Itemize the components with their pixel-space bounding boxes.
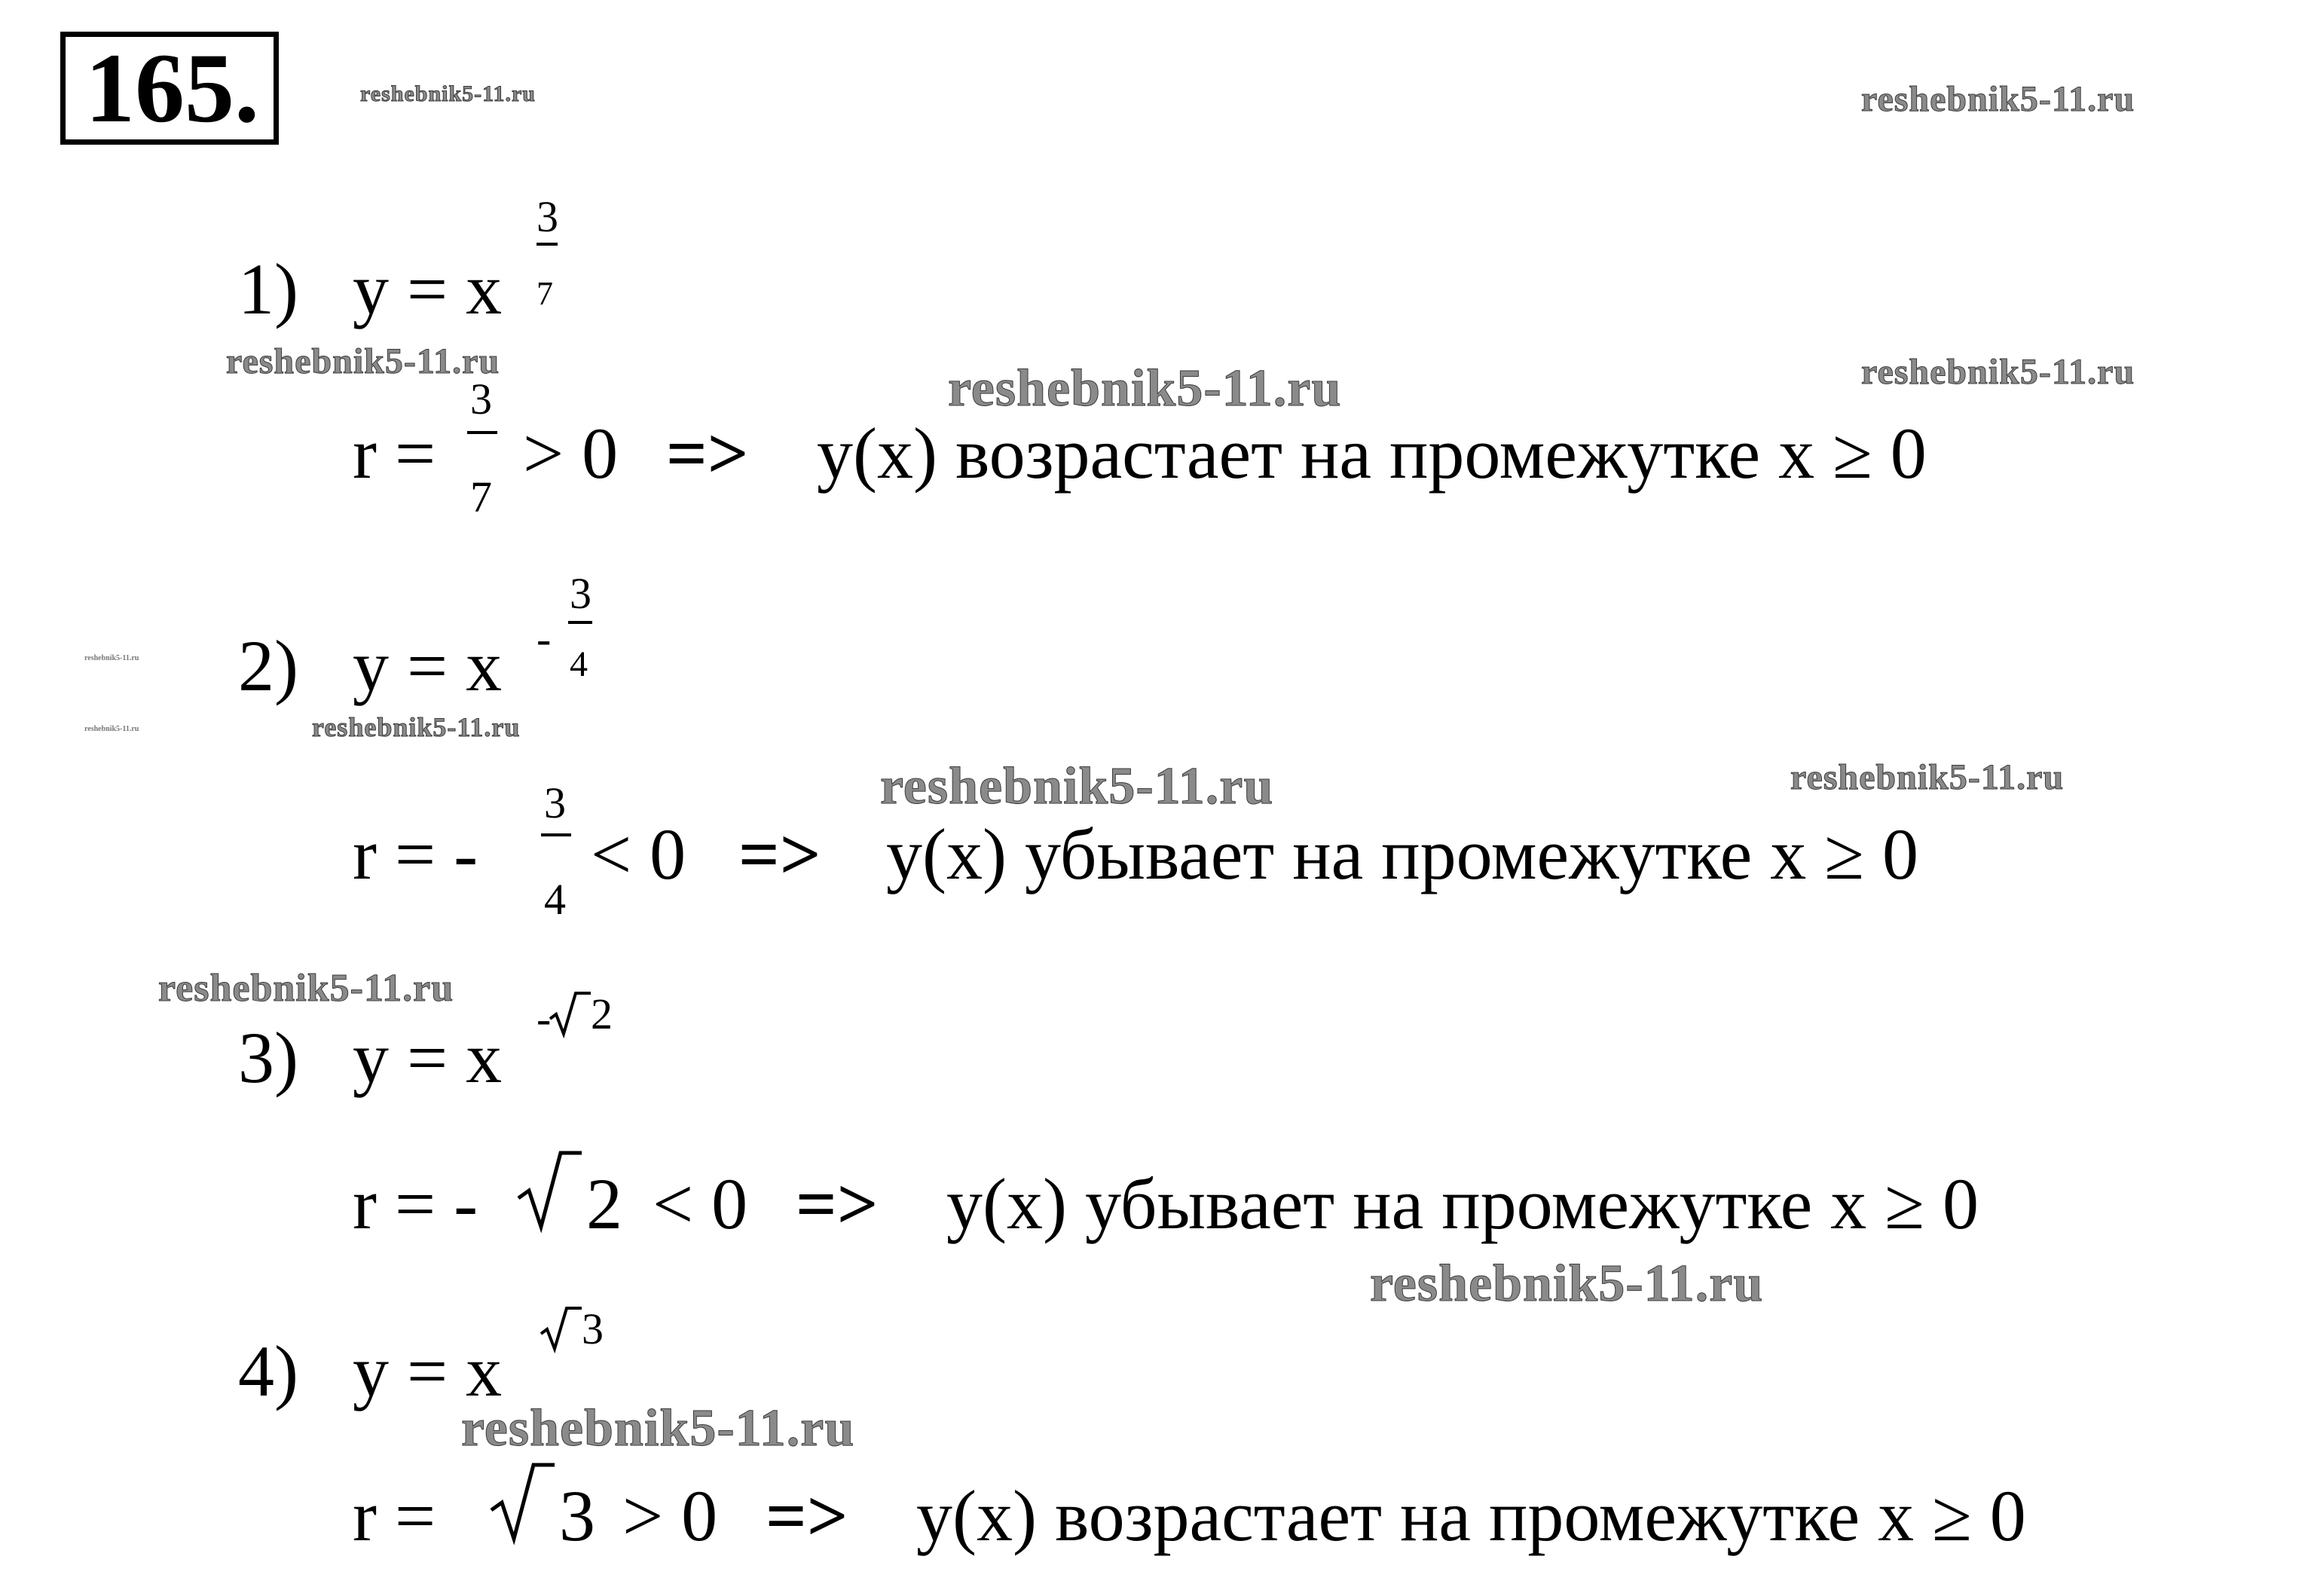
watermark: reshebnik5-11.ru [948,359,1342,417]
item-4-r-radicand: 3 [559,1475,595,1556]
item-1-r-bar [467,431,497,434]
item-3-label: 3) [238,1017,298,1098]
item-4-arrow: => [766,1475,848,1556]
item-3-conclusion: y(x) убывает на промежутке x ≥ 0 [946,1163,1979,1244]
item-4-compare: > 0 [622,1475,718,1556]
item-2-r-bar [541,833,571,836]
watermark: reshebnik5-11.ru [158,967,454,1010]
item-3-exponent-sign: - [536,994,552,1043]
watermark: reshebnik5-11.ru [880,757,1274,815]
item-2-label: 2) [238,625,298,706]
item-1-exponent-numerator: 3 [536,192,558,241]
watermark: reshebnik5-11.ru [226,341,500,381]
item-3-exponent-radical-icon [549,990,591,1038]
item-4-r-radical-icon [490,1460,555,1545]
item-3-arrow: => [796,1163,879,1244]
task-number-dot: . [234,32,259,143]
task-number: 165 [85,32,234,143]
item-3-exponent-radicand: 2 [591,989,613,1038]
watermark: reshebnik5-11.ru [1861,79,2135,119]
item-2-exponent-numerator: 3 [570,569,592,618]
watermark: reshebnik5-11.ru [84,725,139,733]
item-2-r-numerator: 3 [544,778,566,827]
item-2-compare: < 0 [591,814,686,894]
item-2-function: y = x [353,625,503,706]
item-3-compare: < 0 [653,1163,748,1244]
item-1-function: y = x [353,249,503,329]
watermark: reshebnik5-11.ru [312,712,521,742]
item-3-r-radicand: 2 [586,1163,622,1244]
watermark: reshebnik5-11.ru [360,81,536,106]
item-1-exponent-denominator: 7 [536,275,553,312]
item-2-r-denominator: 4 [544,875,566,924]
item-2-exponent-sign: - [536,614,552,663]
item-2-exponent-denominator: 4 [570,644,588,684]
item-1-compare: > 0 [523,413,619,494]
item-2-arrow: => [738,814,821,894]
watermark: reshebnik5-11.ru [1790,757,2065,797]
item-4-r-left: r = [353,1475,436,1556]
watermark: reshebnik5-11.ru [84,654,139,662]
item-4-label: 4) [238,1331,298,1411]
item-3-r-radical-icon [517,1148,582,1233]
item-2-conclusion: y(x) убывает на промежутке x ≥ 0 [886,814,1918,894]
watermark: reshebnik5-11.ru [461,1399,855,1457]
item-1-r-left: r = [353,413,436,494]
item-1-conclusion: y(x) возрастает на промежутке x ≥ 0 [817,413,1927,494]
item-2-r-left: r = - [353,814,478,894]
item-4-function: y = x [353,1331,503,1411]
item-1-r-numerator: 3 [470,375,492,423]
item-1-label: 1) [238,249,298,329]
item-3-r-left: r = - [353,1163,478,1244]
item-1-r-denominator: 7 [470,472,492,521]
item-4-exponent-radicand: 3 [582,1304,604,1353]
item-1-exponent-bar [536,243,558,246]
watermark: reshebnik5-11.ru [1861,352,2135,392]
item-1-arrow: => [666,413,749,494]
item-3-function: y = x [353,1017,503,1098]
item-4-exponent-radical-icon [540,1305,582,1353]
item-4-conclusion: y(x) возрастает на промежутке x ≥ 0 [916,1475,2026,1556]
task-number-box [60,32,279,145]
watermark: reshebnik5-11.ru [1370,1255,1764,1313]
item-2-exponent-bar [568,621,592,624]
